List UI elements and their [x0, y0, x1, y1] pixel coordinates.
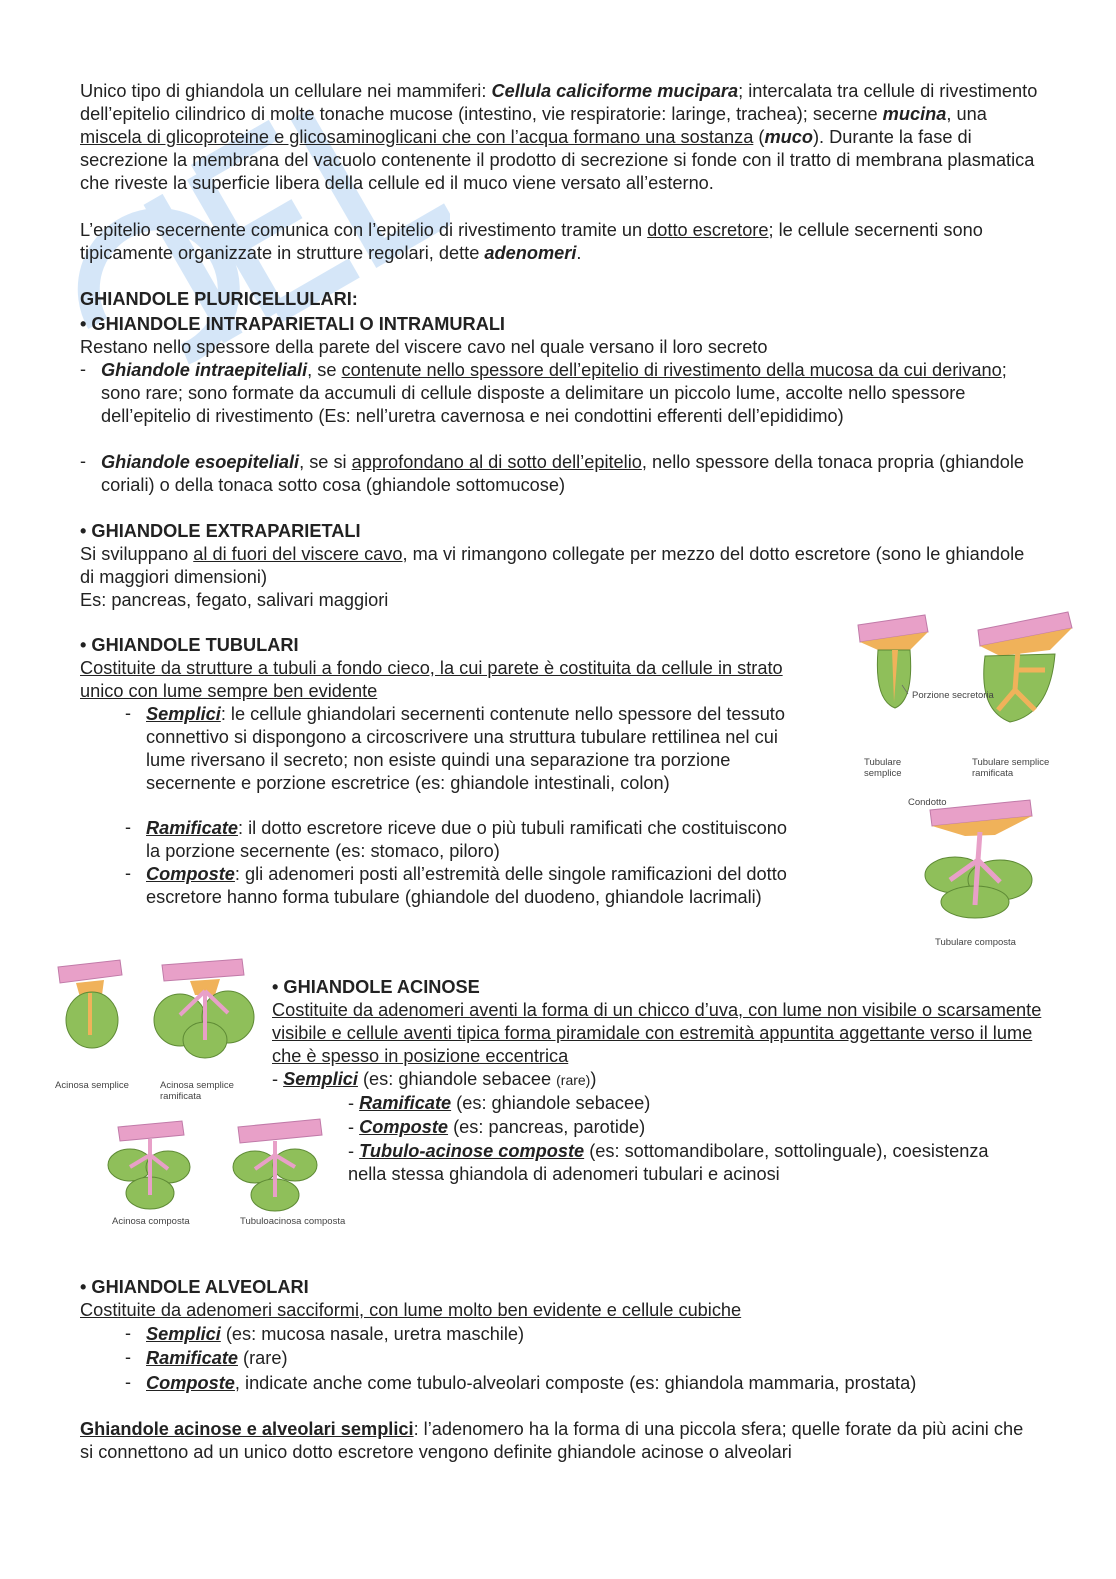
heading-tubulari: • GHIANDOLE TUBULARI [80, 635, 299, 655]
tubuloacinous-compound-gland [233, 1119, 322, 1211]
alveolari-semplici-item: Semplici (es: mucosa nasale, uretra maschile) [146, 1324, 525, 1344]
extraparietali-examples: Es: pancreas, fegato, salivari maggiori [80, 590, 389, 610]
dash-bullet: - [125, 1323, 131, 1343]
caption-condotto: Condotto [908, 797, 947, 808]
tubulari-composte-item: Composte: gli adenomeri posti all’estremità delle singole ramificazioni del dotto escretore hanno forma tubulare (ghiandole del duodeno, ghiandole lacrimali) [146, 864, 787, 907]
acinose-ramificate-item: - Ramificate (es: ghiandole sebacee) [348, 1093, 651, 1113]
extraparietali-description: Si sviluppano al di fuori del viscere cavo, ma vi rimangono collegate per mezzo del dotto escretore (sono le ghiandole di maggiori dimensioni) [80, 544, 1025, 587]
dash-bullet: - [80, 451, 86, 471]
dash-bullet: - [125, 863, 131, 883]
dash-bullet: - [80, 359, 86, 379]
dash-bullet: - [125, 817, 131, 837]
acinous-branched-gland [154, 959, 254, 1058]
heading-acinose: • GHIANDOLE ACINOSE [272, 977, 480, 997]
tubulari-description: Costituite da strutture a tubuli a fondo cieco, la cui parete è costituita da cellule in strato unico con lume sempre ben evidente [80, 658, 783, 701]
alveolari-composte-item: Composte, indicate anche come tubulo-alveolari composte (es: ghiandola mammaria, prostata) [146, 1373, 917, 1393]
caption-tubulare-semplice-ramificata: Tubulare semplice ramificata [972, 757, 1050, 779]
tubular-glands-illustration [850, 610, 1080, 950]
caption-porzione-secretoria: Porzione secretoria [912, 690, 994, 701]
dash-bullet: - [125, 1347, 131, 1367]
esoepiteliali-item: Ghiandole esoepiteliali, se si approfondano al di sotto dell’epitelio, nello spessore della tonaca propria (ghiandole coriali) o della tonaca sotto cosa (ghiandole sottomucose) [101, 452, 1025, 495]
alveolari-description: Costituite da adenomeri sacciformi, con lume molto ben evidente e cellule cubiche [80, 1300, 742, 1320]
acinose-tubuloacinose-item: - Tubulo-acinose composte (es: sottomandibolare, sottolinguale), coesistenza nella stessa ghiandola di adenomeri tubulari e acinosi [348, 1141, 989, 1184]
heading-intraparietali: • GHIANDOLE INTRAPARIETALI O INTRAMURALI [80, 314, 505, 334]
heading-pluricellulari: GHIANDOLE PLURICELLULARI: [80, 289, 358, 309]
intraparietali-description: Restano nello spessore della parete del viscere cavo nel quale versano il loro secreto [80, 337, 768, 357]
tubular-compound-gland [925, 800, 1032, 918]
dash-bullet: - [125, 1372, 131, 1392]
tubulari-ramificate-item: Ramificate: il dotto escretore riceve due o più tubuli ramificati che costituiscono la porzione secernente (es: stomaco, piloro) [146, 818, 787, 861]
caption-acinosa-composta: Acinosa composta [112, 1216, 190, 1227]
acinose-composte-item: - Composte (es: pancreas, parotide) [348, 1117, 646, 1137]
heading-alveolari: • GHIANDOLE ALVEOLARI [80, 1277, 309, 1297]
acinous-compound-gland [108, 1121, 190, 1209]
acinose-alveolari-semplici-paragraph: Ghiandole acinose e alveolari semplici: l’adenomero ha la forma di una piccola sfera; quelle forate da più acini che si connettono ad un unico dotto escretore vengono definite ghiandole acinose o alveolari [80, 1419, 1024, 1462]
alveolari-ramificate-item: Ramificate (rare) [146, 1348, 288, 1368]
tubulari-semplici-item: Semplici: le cellule ghiandolari secernenti contenute nello spessore del tessuto connettivo si dispongono a circoscrivere una struttura tubulare rettilinea nel cui lume riversano il secreto; non esiste quindi una separazione tra porzione secernente e porzione escretrice (es: ghiandole intestinali, colon) [146, 704, 785, 793]
caption-tubulare-semplice: Tubulare semplice [864, 757, 902, 779]
acinose-semplici-item: - Semplici (es: ghiandole sebacee (rare)) [272, 1069, 597, 1089]
caption-tubulare-composta: Tubulare composta [935, 937, 1016, 948]
dash-bullet: - [125, 703, 131, 723]
intraepiteliali-item: Ghiandole intraepiteliali, se contenute nello spessore dell’epitelio di rivestimento della mucosa da cui derivano; sono rare; sono formate da accumuli di cellule disposte a delimitare un piccolo lume, accolte nello spessore dell’epitelio di rivestimento (Es: nell’uretra cavernosa e nei condottini efferenti dell’epididimo) [101, 360, 1007, 426]
heading-extraparietali: • GHIANDOLE EXTRAPARIETALI [80, 521, 361, 541]
tubular-branched-gland [978, 612, 1072, 722]
intro-paragraph-2: L’epitelio secernente comunica con l’epitelio di rivestimento tramite un dotto escretore; le cellule secernenti sono tipicamente organizzate in strutture regolari, dette adenomeri. [80, 220, 983, 263]
intro-paragraph-1: Unico tipo di ghiandola un cellulare nei mammiferi: Cellula caliciforme mucipara; intercalata tra cellule di rivestimento dell’epitelio cilindrico di molte tonache mucose (intestino, vie respiratorie: laringe, trachea); secerne mucina, una miscela di glicoproteine e glicosaminoglicani che con l’acqua formano una sostanza (muco). Durante la fase di secrezione la membrana del vacuolo contenente il prodotto di secrezione si fonde con il tratto di membrana plasmatica che riveste la superficie libera della cellule ed il muco viene versato all’esterno. [80, 81, 1038, 193]
caption-acinosa-semplice: Acinosa semplice [55, 1080, 129, 1091]
acinose-description: Costituite da adenomeri aventi la forma di un chicco d’uva, con lume non visibile o scarsamente visibile e cellule aventi tipica forma piramidale con estremità appuntita aggettante verso il lume che è spesso in posizione eccentrica [272, 1000, 1042, 1066]
acinous-simple-gland [58, 960, 122, 1048]
caption-tubuloacinosa-composta: Tubuloacinosa composta [240, 1216, 346, 1227]
caption-acinosa-semplice-ramificata: Acinosa semplice ramificata [160, 1080, 234, 1102]
